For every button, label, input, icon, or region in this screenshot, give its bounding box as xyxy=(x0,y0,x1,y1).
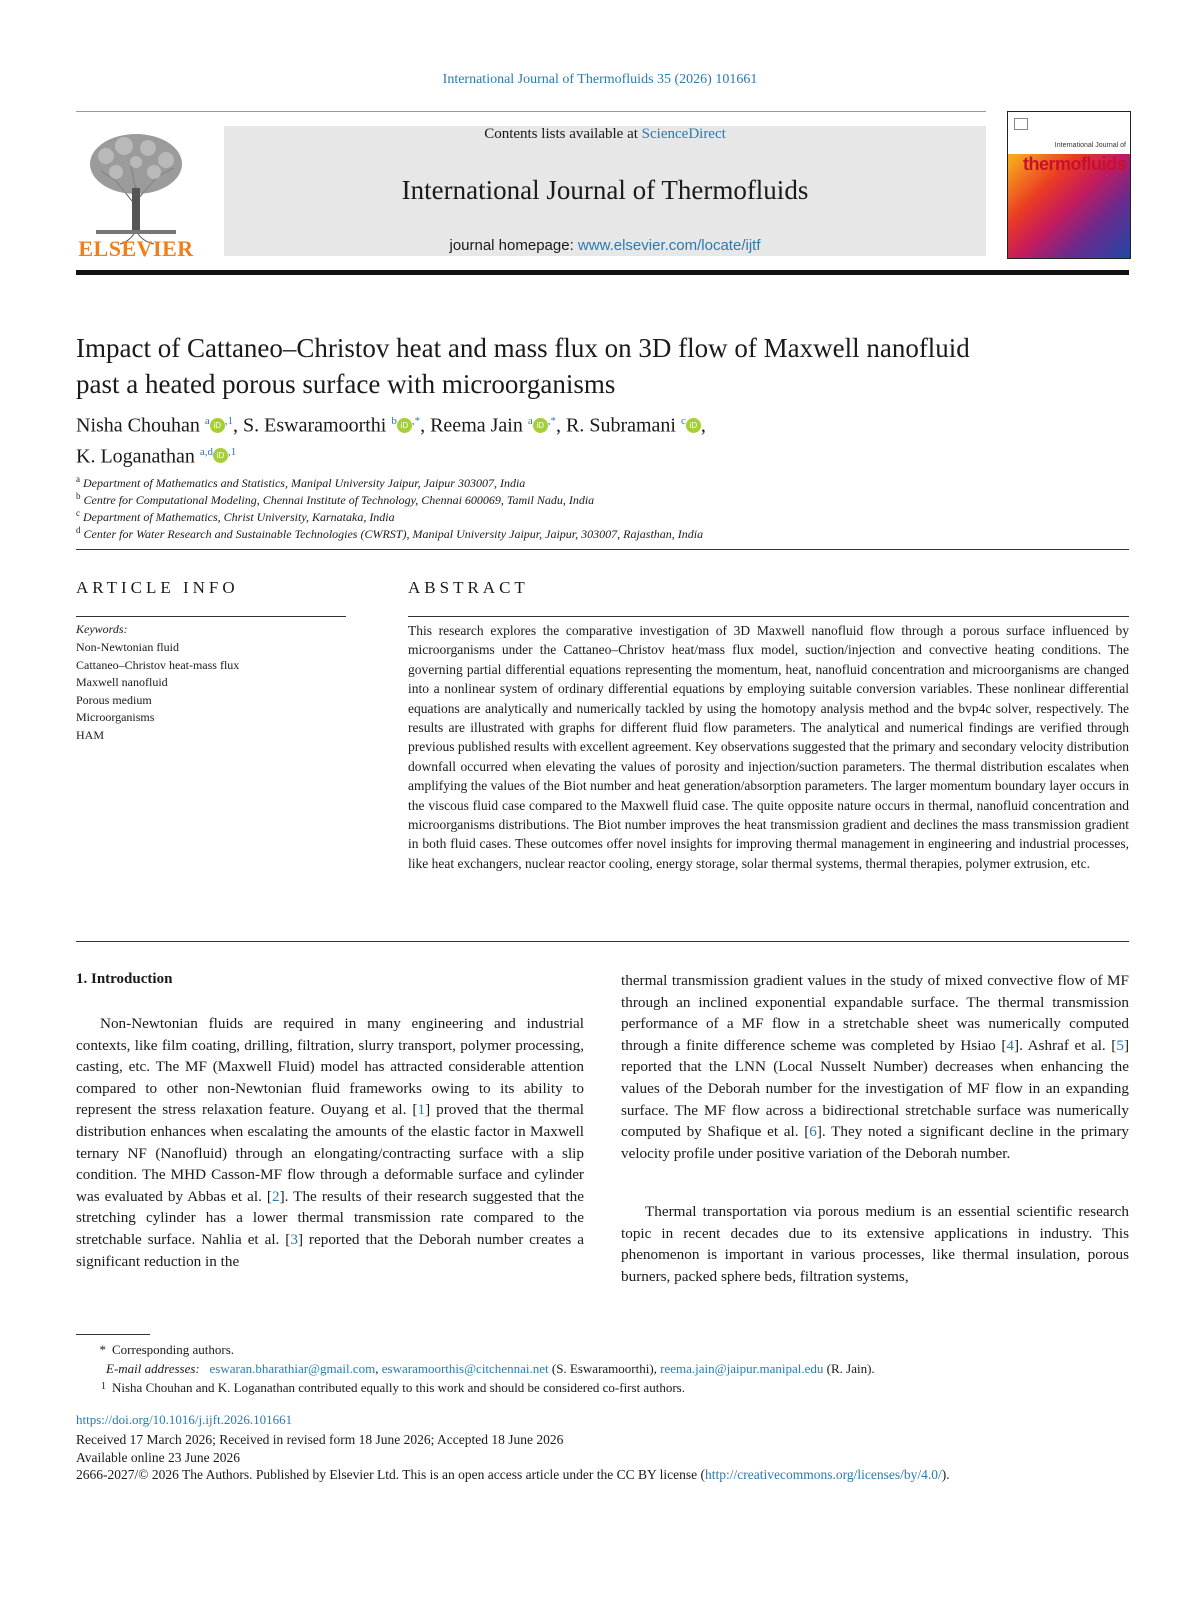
email-label: E-mail addresses: xyxy=(106,1361,200,1376)
affiliation xyxy=(76,491,594,508)
journal-homepage xyxy=(224,237,986,254)
email-link[interactable]: eswaran.bharathiar@gmail.com xyxy=(209,1361,376,1376)
email-footnote: E-mail addresses: eswaran.bharathiar@gmail.com, eswaramoorthis@citchennai.net (S. Eswaramoorthi), reema.jain@jaipur.manipal.edu (R. Jain). xyxy=(106,1361,875,1376)
elsevier-logo-text: ELSEVIER xyxy=(78,236,194,261)
author-affiliation-mark[interactable]: a,d xyxy=(199,445,213,458)
divider xyxy=(76,941,1129,942)
email-owner: (R. Jain). xyxy=(823,1361,875,1376)
license-text: 2666-2027/© 2026 The Authors. Published by Elsevier Ltd. This is an open access article under the CC BY license ( xyxy=(76,1467,706,1482)
journal-title: International Journal of Thermofluids xyxy=(401,175,809,205)
body-text: thermal transmission gradient values in the study of mixed convective flow of MF through an inclined exponential expandable surface. The thermal transmission performance of a MF flow in a stretchable sheet was numerically computed through a finite difference scheme was completed by Hsiao xyxy=(621,972,1129,1054)
abstract-text: This research explores the comparative investigation of 3D Maxwell nanofluid flow through a porous surface influenced by microorganisms under the Cattaneo–Christov heat/mass flux model, suction/injection and convective heating conditions. The governing partial differential equations representing the momentum, heat, nanofluid concentration and microorganisms are changed into a nonlinear system of ordinary differential equations by employing suitable conversion variables. These nonlinear differential equations are analytically and numerically tackled by using the homotopy analysis method and the bvp4c solver, respectively. The results are illustrated with graphs for different fluid flow parameters. The analytical and numerical findings are verified through previous published results with excellent agreement. Key observations suggested that the primary and secondary velocity distribution downfall occurred when elevating the values of porosity and injection/suction parameters. The thermal distribution escalates when amplifying the values of the Biot number and heat generation/absorption parameters. The larger momentum boundary layer occurs in the viscous fluid case compared to the Maxwell fluid case. The quite opposite nature occurs in thermal, nanofluid concentration and microorganisms distributions. The Biot number improves the heat transmission gradient and declines the mass transmission gradient in both fluid cases. These outcomes offer novel insights for improving thermal management in engineering and industrial processes, like heat exchangers, nuclear reactor cooling, energy storage, solar thermal systems, thermal therapies, polymer extrusion, etc. xyxy=(408,623,1129,871)
journal-reference-link[interactable]: International Journal of Thermofluids 35 (2026) 101661 xyxy=(442,72,758,87)
citation-link[interactable]: 1 xyxy=(417,1101,426,1119)
doi-link[interactable]: https://doi.org/10.1016/j.ijft.2026.101661 xyxy=(76,1412,293,1427)
keyword: HAM xyxy=(76,727,105,742)
received-dates: Received 17 March 2026; Received in revised form 18 June 2026; Accepted 18 June 2026 xyxy=(76,1432,564,1447)
keyword: Maxwell nanofluid xyxy=(76,675,168,689)
license-text: ). xyxy=(941,1467,950,1482)
available-date: Available online 23 June 2026 xyxy=(76,1450,240,1465)
author-list: Nisha Chouhan $^a$ iD $^{,1}$, S. Eswaramoorthi $^b$ iD ,*, Reema Jain $^a$ iD ,*, R. Subramani $^c$ iD , K. Loganathan $^{a,d}$ iD $^{,1}$ xyxy=(76,414,706,468)
affiliation-text: Department of Mathematics, Christ University, Karnataka, India xyxy=(83,510,395,524)
orcid-icon[interactable]: iD xyxy=(210,418,225,433)
affiliation xyxy=(76,508,395,525)
affiliation xyxy=(76,474,525,491)
divider xyxy=(76,111,986,112)
author-name[interactable]: K. Loganathan xyxy=(76,445,195,468)
author-note-mark[interactable]: ,1 xyxy=(224,415,234,427)
contents-prefix: Contents lists available at xyxy=(484,126,642,142)
body-text: . The results of their research suggested that the stretching cylinder has a lower thermal transmission rate compared to the stretchable surface. Nahlia et al. xyxy=(76,1187,584,1248)
orcid-icon[interactable]: iD xyxy=(533,418,548,433)
body-text: . Ashraf et al. xyxy=(1019,1036,1112,1054)
author-note-mark[interactable]: ,* xyxy=(547,415,556,427)
affiliation-key: c xyxy=(76,508,80,518)
author-name[interactable]: Reema Jain xyxy=(430,414,523,437)
article-info-heading: ARTICLE INFO xyxy=(76,578,239,597)
journal-cover-thumbnail[interactable] xyxy=(1007,111,1131,259)
author-name[interactable]: Nisha Chouhan xyxy=(76,414,200,437)
citation-link[interactable]: 5 xyxy=(1116,1036,1124,1054)
keywords-label: Keywords: xyxy=(76,622,128,636)
keyword: Non-Newtonian fluid xyxy=(76,640,179,654)
cofirst-footnote xyxy=(76,1380,685,1396)
citation-link[interactable]: 2 xyxy=(271,1187,280,1205)
citation-link[interactable]: 4 xyxy=(1006,1036,1014,1054)
affiliation xyxy=(76,525,703,542)
author-name[interactable]: R. Subramani xyxy=(565,414,676,437)
author-affiliation-mark[interactable]: a xyxy=(527,415,533,427)
orcid-icon[interactable]: iD xyxy=(686,418,701,433)
email-owner: (S. Eswaramoorthi), xyxy=(548,1361,661,1376)
cover-badge-icon xyxy=(1014,118,1028,130)
affiliation-text: Department of Mathematics and Statistics, Manipal University Jaipur, Jaipur 303007, India xyxy=(83,476,526,490)
cover-title: thermofluids xyxy=(1022,154,1126,174)
affiliation-text: Centre for Computational Modeling, Chennai Institute of Technology, Chennai 600069, Tamil Nadu, India xyxy=(83,493,595,507)
footnote-text: Corresponding authors. xyxy=(112,1342,235,1357)
homepage-link[interactable]: www.elsevier.com/locate/ijtf xyxy=(577,237,761,254)
affiliation-key: a xyxy=(76,474,80,484)
divider xyxy=(76,616,346,617)
citation-link[interactable]: 6 xyxy=(809,1123,817,1141)
body-text: reported that the Deborah number creates a significant reduction in the xyxy=(76,1230,585,1270)
orcid-icon[interactable]: iD xyxy=(213,448,228,463)
journal-header-banner xyxy=(224,126,986,256)
orcid-icon[interactable]: iD xyxy=(397,418,412,433)
body-text: reported that the LNN (Local Nusselt Number) decreases when enhancing the values of the Deborah number for the investigation of MF flow in an expanding surface. The MF flow across a bidirectional stretchable surface was numerically computed by Shafique et al. xyxy=(621,1058,1129,1141)
abstract-heading: ABSTRACT xyxy=(408,578,529,597)
author-affiliation-mark[interactable]: b xyxy=(391,415,397,427)
author-affiliation-mark[interactable]: a xyxy=(204,415,210,427)
body-text: . They noted a significant decline in the primary velocity profile under positive variation of the Deborah number. xyxy=(621,1123,1129,1162)
affiliation-key: d xyxy=(76,525,81,535)
corresponding-footnote xyxy=(76,1342,234,1358)
intro-left-column: Non-Newtonian fluids are required in many engineering and industrial contexts, like film coating, drilling, filtration, slurry transport, polymer processing, casting, etc. The MF (Maxwell Fluid) model has attracted considerable attention compared to other non-Newtonian fluid frameworks owing to its ability to represent the stress relaxation feature. Ouyang et al. [1] proved that the thermal distribution enhances when escalating the amounts of the elastic factor in Maxwell ternary NF (Nanofluid) through an elongating/contracting surface with a slip condition. The MHD Casson-MF flow through a deformable surface and cylinder was evaluated by Abbas et al. [2]. The results of their research suggested that the stretching cylinder has a lower thermal transmission rate compared to the stretchable surface. Nahlia et al. [3] reported that the Deborah number creates a significant reduction in the xyxy=(76,1015,585,1270)
email-link[interactable]: eswaramoorthis@citchennai.net xyxy=(381,1361,549,1376)
header-divider xyxy=(76,270,1129,275)
keyword: Cattaneo–Christov heat-mass flux xyxy=(76,657,240,672)
body-text: Non-Newtonian fluids are required in many engineering and industrial contexts, like film coating, drilling, filtration, slurry transport, polymer processing, casting, etc. The MF (Maxwell Fluid) model has attracted considerable attention compared to other non-Newtonian fluid frameworks owing to its ability to represent the stress relaxation feature. Ouyang et al. xyxy=(76,1015,584,1119)
divider xyxy=(76,549,1129,550)
divider xyxy=(408,616,1129,617)
citation-link[interactable]: 3 xyxy=(290,1230,298,1248)
footnote-text: Nisha Chouhan and K. Loganathan contributed equally to this work and should be considered co-first authors. xyxy=(112,1380,685,1395)
paper-title: Impact of Cattaneo–Christov heat and mass flux on 3D flow of Maxwell nanofluid past a heated porous surface with microorganisms xyxy=(76,333,970,399)
footnote-mark: 1 xyxy=(101,1381,106,1392)
author-affiliation-mark[interactable]: c xyxy=(680,415,686,427)
email-link[interactable]: reema.jain@jaipur.manipal.edu xyxy=(660,1361,824,1376)
contents-availability xyxy=(224,126,986,143)
keyword: Microorganisms xyxy=(76,710,155,724)
footnote-divider xyxy=(76,1334,150,1335)
intro-right-column: thermal transmission gradient values in the study of mixed convective flow of MF through an inclined exponential expandable surface. The thermal transmission performance of a MF flow in a stretchable sheet was numerically computed through a finite difference scheme was completed by Hsiao [4]. Ashraf et al. [5] reported that the LNN (Local Nusselt Number) decreases when enhancing the values of the Deborah number for the investigation of MF flow in an expanding surface. The MF flow across a bidirectional stretchable surface was numerically computed by Shafique et al. [6]. They noted a significant decline in the primary velocity profile under positive variation of the Deborah number. xyxy=(621,972,1130,1162)
author-name[interactable]: S. Eswaramoorthi xyxy=(243,414,387,437)
affiliation-text: Center for Water Research and Sustainable Technologies (CWRST), Manipal University Jaipur, Jaipur, 303007, Rajasthan, India xyxy=(83,527,704,541)
footnote-mark: * xyxy=(99,1342,106,1357)
affiliation-key: b xyxy=(76,491,81,501)
author-note-mark[interactable]: ,1 xyxy=(228,445,237,458)
keyword: Porous medium xyxy=(76,692,152,707)
cover-label: International Journal of xyxy=(1054,142,1126,149)
author-note-mark[interactable]: ,* xyxy=(411,415,421,427)
license-link[interactable]: http://creativecommons.org/licenses/by/4.0/ xyxy=(705,1467,942,1482)
intro-right-column-paragraph: Thermal transportation via porous medium is an essential scientific research topic in recent decades due to its extensive applications in industry. This phenomenon is important in various processes, like thermal insulation, porous burners, packed sphere beds, filtration systems, xyxy=(621,1203,1129,1285)
sciencedirect-link[interactable]: ScienceDirect xyxy=(641,126,726,142)
introduction-heading: 1. Introduction xyxy=(76,971,173,987)
homepage-prefix: journal homepage: xyxy=(449,237,578,254)
license-statement xyxy=(76,1467,950,1483)
body-text: proved that the thermal distribution enhances when escalating the amounts of the elastic factor in Maxwell ternary NF (Nanofluid) through an elongating/contracting surface with a slip condition. The MHD Casson-MF flow through a deformable surface and cylinder was evaluated by Abbas et al. xyxy=(76,1101,584,1205)
keywords-list xyxy=(76,639,239,744)
